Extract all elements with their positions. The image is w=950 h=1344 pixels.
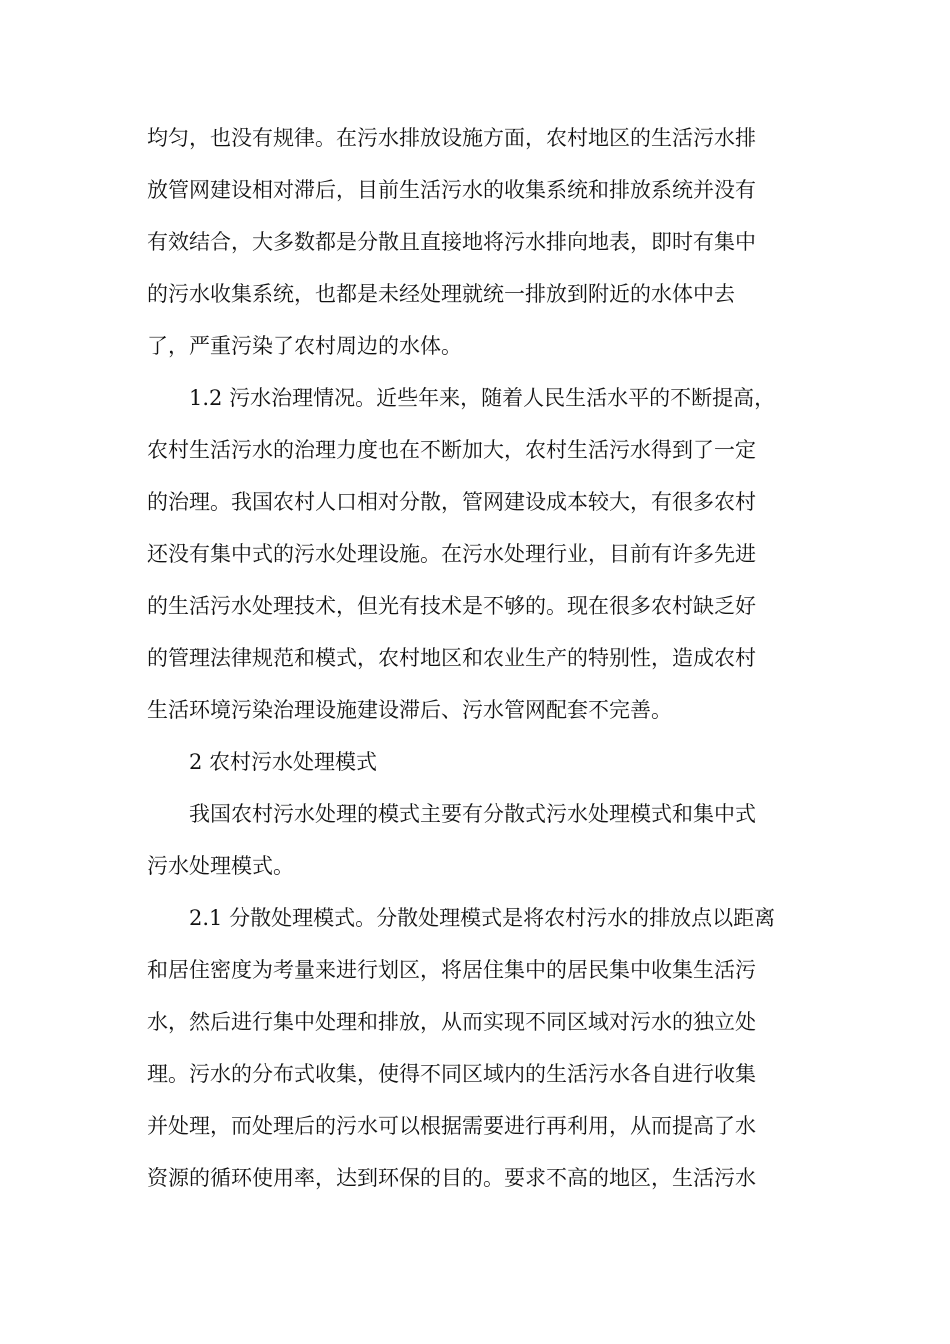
text-line: 污水处理模式。 (147, 854, 294, 878)
text-line: 我国农村污水处理的模式主要有分散式污水处理模式和集中式 (189, 802, 756, 826)
text-line: 的生活污水处理技术，但光有技术是不够的。现在很多农村缺乏好 (147, 594, 756, 618)
text-line: 放管网建设相对滞后，目前生活污水的收集系统和排放系统并没有 (147, 178, 756, 202)
text-line: 2.1 分散处理模式。分散处理模式是将农村污水的排放点以距离 (189, 906, 776, 930)
text-line: 的污水收集系统，也都是未经处理就统一排放到附近的水体中去 (147, 282, 735, 306)
text-line: 还没有集中式的污水处理设施。在污水处理行业，目前有许多先进 (147, 542, 756, 566)
text-line: 的治理。我国农村人口相对分散，管网建设成本较大，有很多农村 (147, 490, 756, 514)
text-line: 生活环境污染治理设施建设滞后、污水管网配套不完善。 (147, 698, 672, 722)
text-line: 的管理法律规范和模式，农村地区和农业生产的特别性，造成农村 (147, 646, 756, 670)
text-line: 了，严重污染了农村周边的水体。 (147, 334, 462, 358)
text-line: 理。污水的分布式收集，使得不同区域内的生活污水各自进行收集 (147, 1062, 756, 1086)
document-body (147, 112, 807, 1204)
text-line: 资源的循环使用率，达到环保的目的。要求不高的地区，生活污水 (147, 1166, 756, 1190)
text-line: 均匀，也没有规律。在污水排放设施方面，农村地区的生活污水排 (147, 126, 756, 150)
text-line: 有效结合，大多数都是分散且直接地将污水排向地表，即时有集中 (147, 230, 756, 254)
text-line: 农村生活污水的治理力度也在不断加大，农村生活污水得到了一定 (147, 438, 756, 462)
text-line: 2 农村污水处理模式 (189, 750, 378, 774)
text-line: 和居住密度为考量来进行划区，将居住集中的居民集中收集生活污 (147, 958, 756, 982)
text-line: 1.2 污水治理情况。近些年来，随着人民生活水平的不断提高， (189, 386, 776, 410)
text-line: 并处理，而处理后的污水可以根据需要进行再利用，从而提高了水 (147, 1114, 756, 1138)
text-line: 水，然后进行集中处理和排放，从而实现不同区域对污水的独立处 (147, 1010, 756, 1034)
